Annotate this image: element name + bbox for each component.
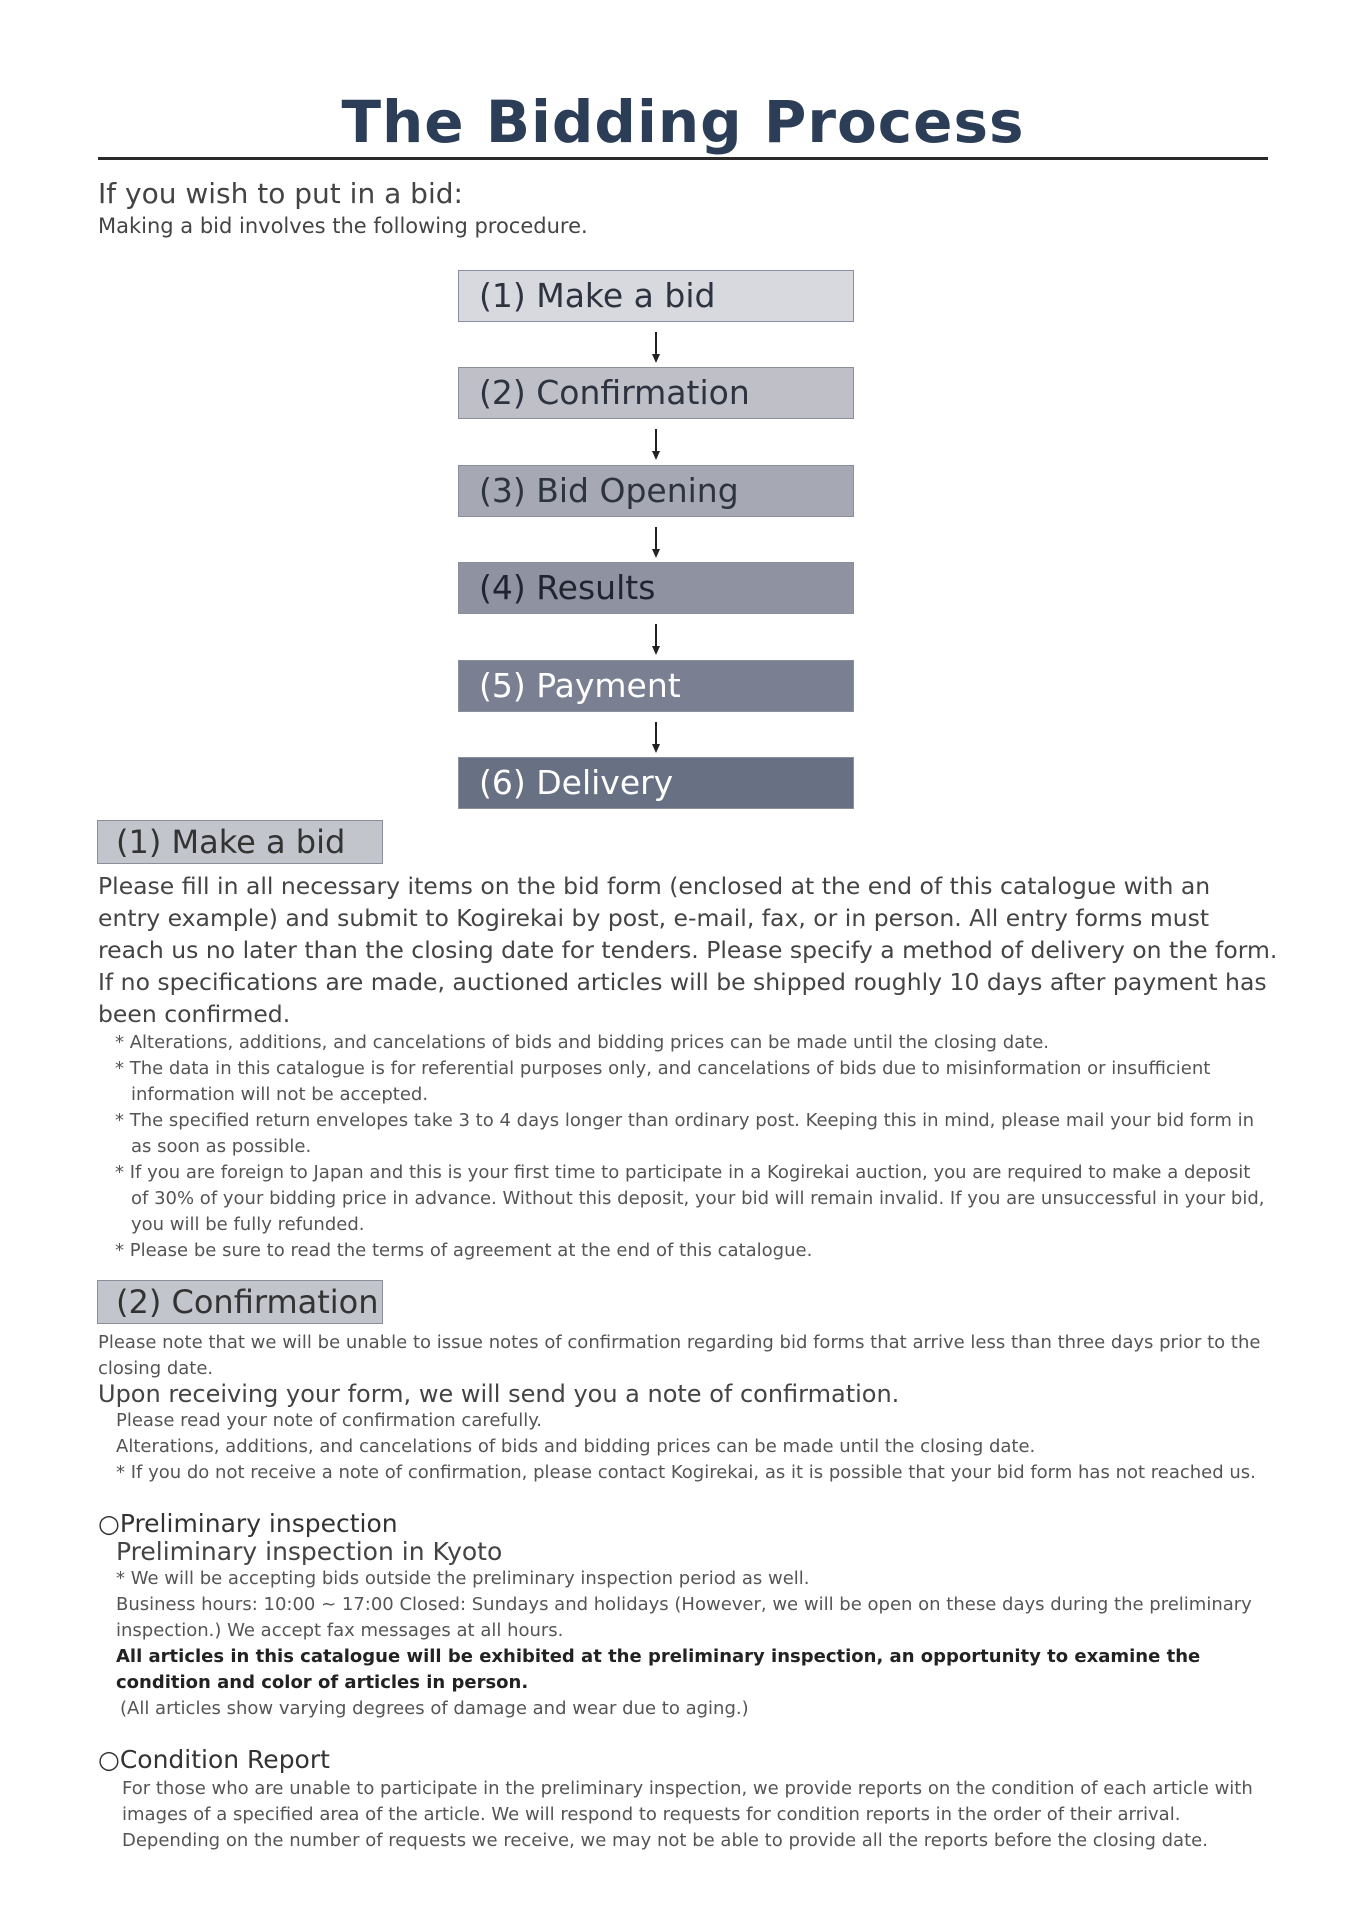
note-item: * If you are foreign to Japan and this is your first time to participate in a Kogirekai auction, you are required to make a deposit of 30% of your bidding price in advance. Without this deposit, your bid will remain invalid. If you are unsuccessful in your bid, you will be fully refunded. bbox=[115, 1162, 1265, 1235]
flow-step-payment: (5) Payment bbox=[458, 660, 854, 712]
flow-arrow-down-icon bbox=[652, 332, 660, 364]
confirmation-line: * If you do not receive a note of confirmation, please contact Kogirekai, as it is possible that your bid form has not reached us. bbox=[116, 1462, 1256, 1483]
note-item: * Please be sure to read the terms of agreement at the end of this catalogue. bbox=[115, 1240, 813, 1261]
make-bid-body: Please fill in all necessary items on the bid form (enclosed at the end of this catalogue with an entry example) and submit to Kogirekai by post, e-mail, fax, or in person. All entry forms must reach us no later than the closing date for tenders. Please specify a method of delivery on the form. If no specifications are made, auctioned articles will be shipped roughly 10 days after payment has been confirmed. bbox=[98, 872, 1278, 1028]
flow-step-bid-opening: (3) Bid Opening bbox=[458, 465, 854, 517]
flow-arrow-down-icon bbox=[652, 527, 660, 559]
exhibition-note: All articles in this catalogue will be exhibited at the preliminary inspection, an opportunity to examine the condition and color of articles in person. bbox=[116, 1646, 1201, 1693]
flow-step-make-bid: (1) Make a bid bbox=[458, 270, 854, 322]
confirmation-line: Please read your note of confirmation carefully. bbox=[116, 1410, 542, 1431]
flow-step-delivery: (6) Delivery bbox=[458, 757, 854, 809]
preliminary-heading: ○Preliminary inspection bbox=[98, 1509, 398, 1538]
flow-step-confirmation: (2) Confirmation bbox=[458, 367, 854, 419]
condition-body: For those who are unable to participate in the preliminary inspection, we provide reports on the condition of each article with images of a specified area of the article. We will respond to requests for condition reports in the order of their arrival. Depending on the number of requests we receive, we may not be able to provide all the reports before the closing date. bbox=[122, 1778, 1253, 1851]
flow-arrow-down-icon bbox=[652, 429, 660, 461]
note-item: * The data in this catalogue is for referential purposes only, and cancelations of bids due to misinformation or insufficient information will not be accepted. bbox=[115, 1058, 1211, 1105]
make-bid-notes bbox=[115, 1030, 1265, 1264]
preliminary-note: * We will be accepting bids outside the preliminary inspection period as well. bbox=[116, 1568, 810, 1589]
section-label-confirmation: (2) Confirmation bbox=[97, 1280, 383, 1324]
intro-heading: If you wish to put in a bid: bbox=[98, 177, 463, 210]
business-hours: Business hours: 10:00 ~ 17:00 Closed: Sundays and holidays (However, we will be open on these days during the preliminary inspection.) We accept fax messages at all hours. bbox=[116, 1594, 1252, 1641]
section-label-make-bid: (1) Make a bid bbox=[97, 820, 383, 864]
note-item: * The specified return envelopes take 3 to 4 days longer than ordinary post. Keeping this in mind, please mail your bid form in as soon as possible. bbox=[115, 1110, 1254, 1157]
flow-arrow-down-icon bbox=[652, 624, 660, 656]
flow-step-results: (4) Results bbox=[458, 562, 854, 614]
preliminary-subheading: Preliminary inspection in Kyoto bbox=[116, 1537, 503, 1566]
confirmation-main: Upon receiving your form, we will send you a note of confirmation. bbox=[98, 1380, 900, 1408]
confirmation-line: Alterations, additions, and cancelations of bids and bidding prices can be made until the closing date. bbox=[116, 1436, 1036, 1457]
intro-subtext: Making a bid involves the following procedure. bbox=[98, 214, 588, 238]
note-item: * Alterations, additions, and cancelations of bids and bidding prices can be made until the closing date. bbox=[115, 1032, 1050, 1053]
title-underline bbox=[98, 157, 1268, 160]
damage-note: (All articles show varying degrees of damage and wear due to aging.) bbox=[120, 1698, 749, 1719]
condition-heading: ○Condition Report bbox=[98, 1745, 330, 1774]
confirmation-note: Please note that we will be unable to issue notes of confirmation regarding bid forms that arrive less than three days prior to the closing date. bbox=[98, 1332, 1261, 1379]
flow-arrow-down-icon bbox=[652, 722, 660, 754]
page-title: The Bidding Process bbox=[341, 88, 1025, 156]
